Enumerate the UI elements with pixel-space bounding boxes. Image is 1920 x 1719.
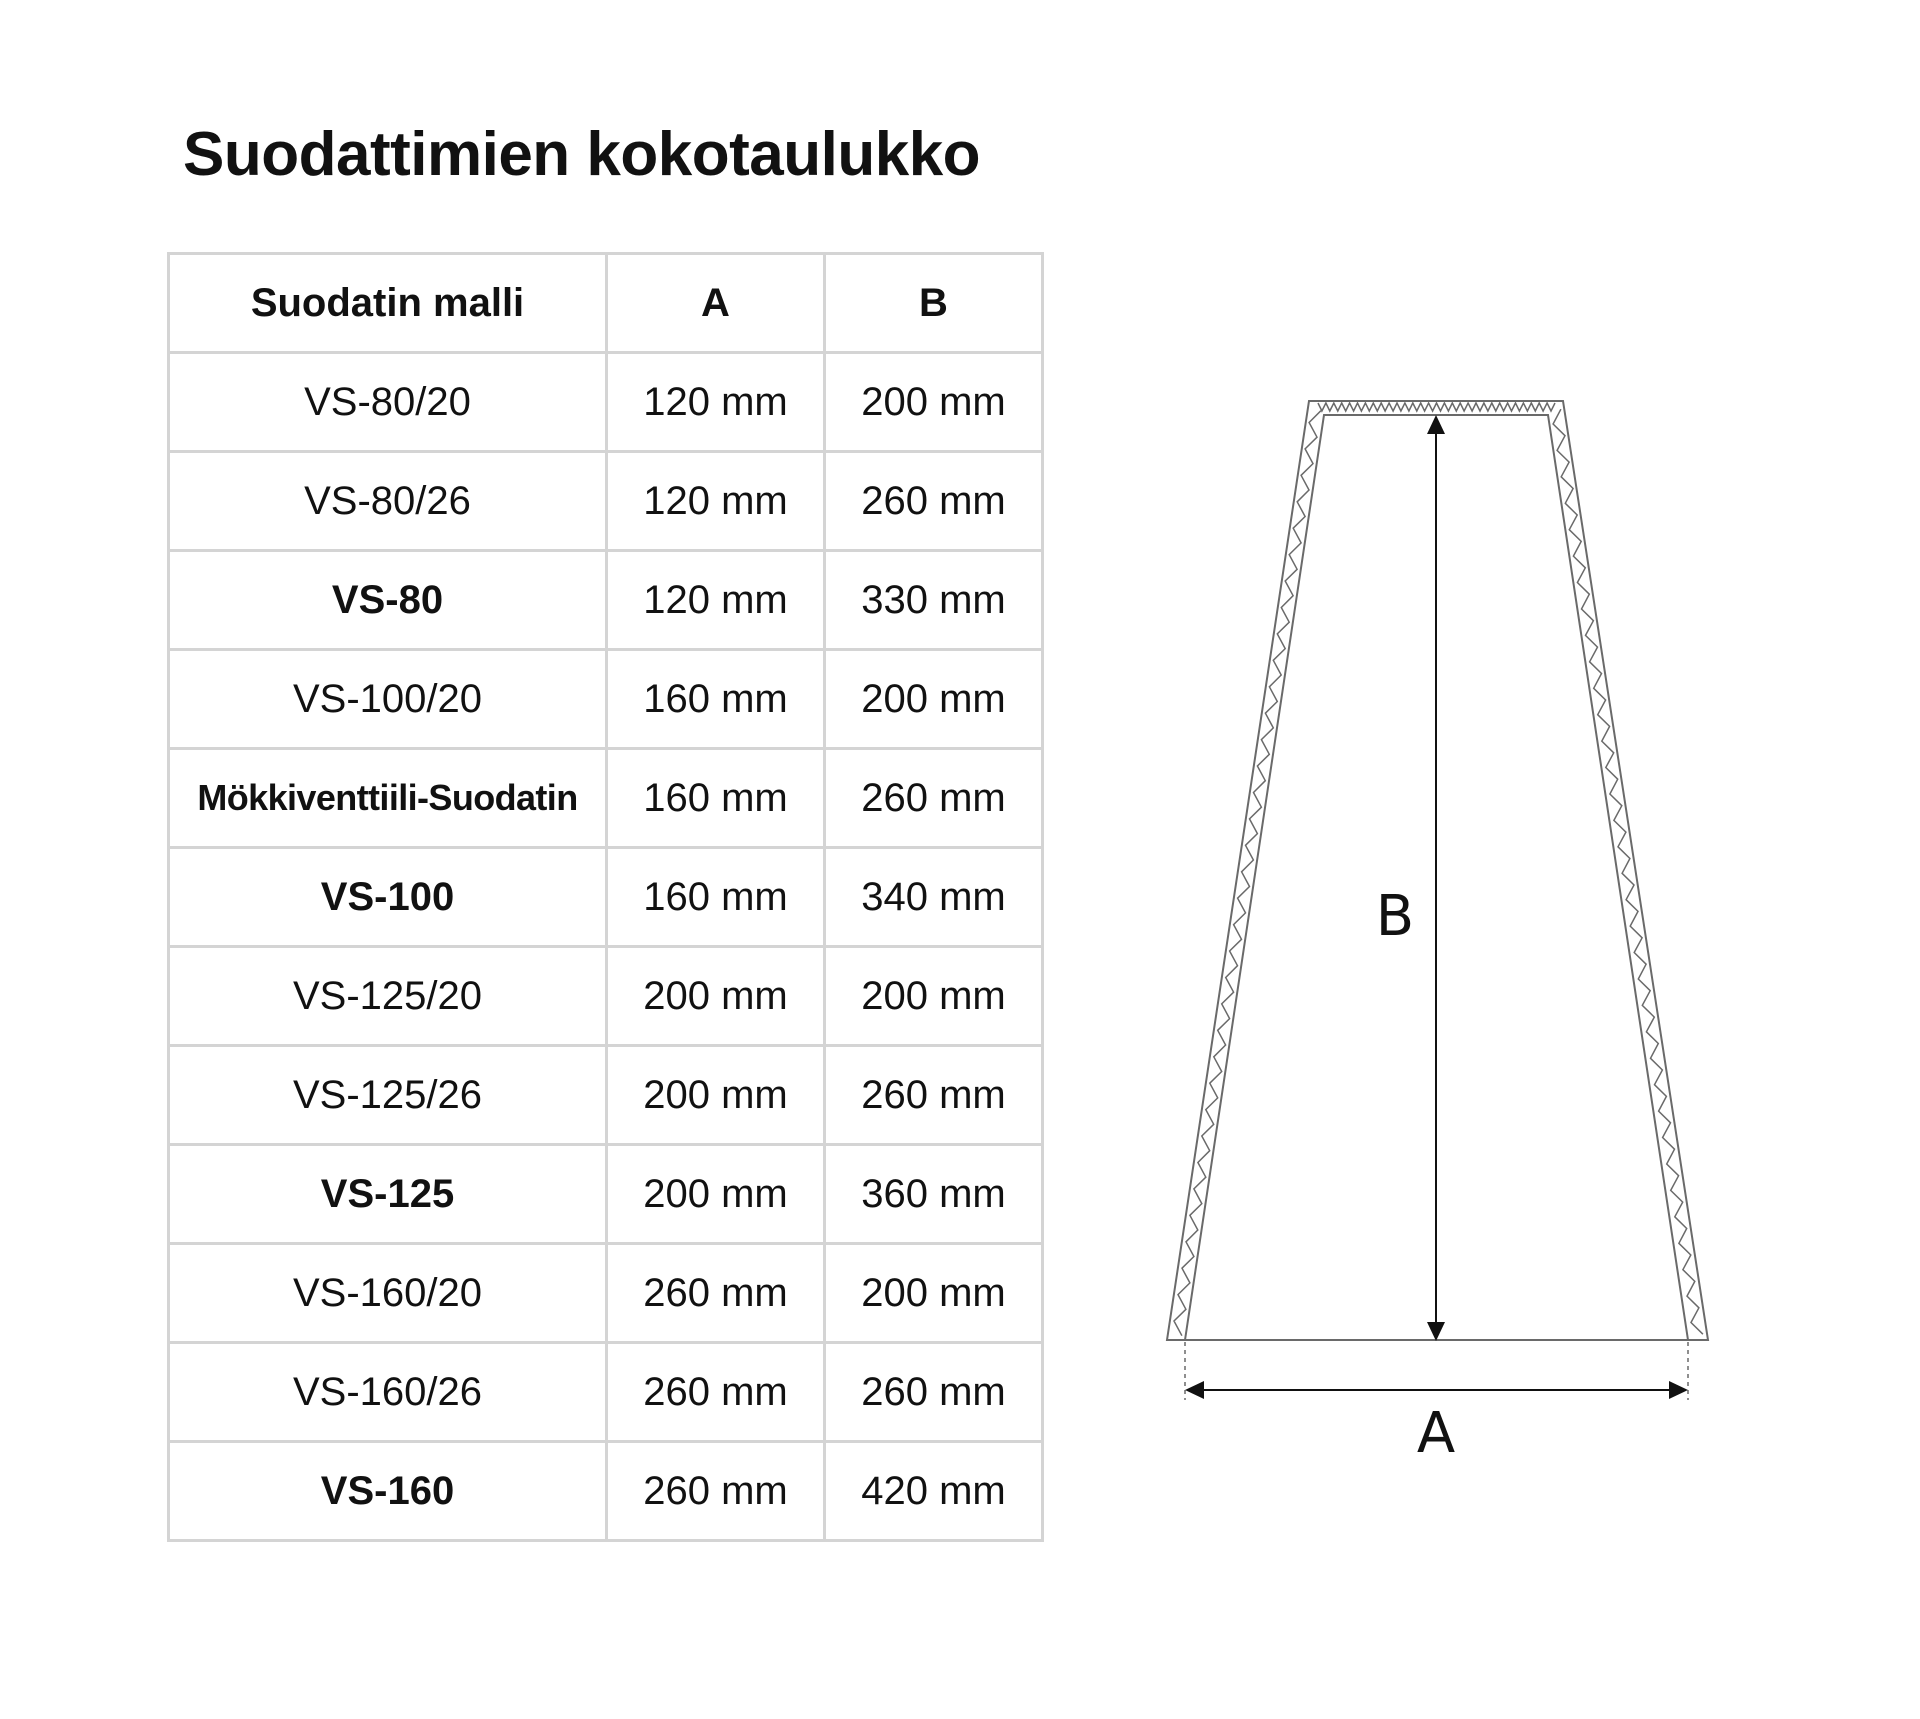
- b-cell: 340 mm: [825, 848, 1043, 947]
- model-cell: VS-80/26: [169, 452, 607, 551]
- table-row: [169, 1343, 1043, 1442]
- model-cell: VS-125: [169, 1145, 607, 1244]
- table-row: [169, 650, 1043, 749]
- b-cell: 260 mm: [825, 1046, 1043, 1145]
- table-row: [169, 848, 1043, 947]
- table-row: [169, 353, 1043, 452]
- a-cell: 200 mm: [607, 1145, 825, 1244]
- right-seam-zigzag: [1553, 409, 1703, 1334]
- table-row: [169, 749, 1043, 848]
- table-row: [169, 1046, 1043, 1145]
- header-b: B: [825, 254, 1043, 353]
- a-cell: 200 mm: [607, 947, 825, 1046]
- model-cell: VS-80/20: [169, 353, 607, 452]
- model-cell: VS-125/20: [169, 947, 607, 1046]
- model-cell: VS-160/20: [169, 1244, 607, 1343]
- b-cell: 330 mm: [825, 551, 1043, 650]
- filter-outline: [1167, 401, 1708, 1340]
- model-cell: VS-100: [169, 848, 607, 947]
- left-seam-zigzag: [1174, 411, 1321, 1336]
- a-cell: 160 mm: [607, 650, 825, 749]
- a-cell: 160 mm: [607, 749, 825, 848]
- model-cell: Mökkiventtiili-Suodatin: [169, 749, 607, 848]
- header-a: A: [607, 254, 825, 353]
- header-model: Suodatin malli: [169, 254, 607, 353]
- table-row: [169, 1145, 1043, 1244]
- a-dimension-label: A: [1416, 1401, 1456, 1466]
- a-cell: 120 mm: [607, 353, 825, 452]
- b-cell: 260 mm: [825, 749, 1043, 848]
- page-title: Suodattimien kokotaulukko: [183, 120, 981, 189]
- b-cell: 260 mm: [825, 452, 1043, 551]
- top-seam-zigzag: [1318, 403, 1555, 411]
- b-cell: 420 mm: [825, 1442, 1043, 1541]
- a-cell: 260 mm: [607, 1343, 825, 1442]
- a-cell: 160 mm: [607, 848, 825, 947]
- a-cell: 260 mm: [607, 1244, 825, 1343]
- b-cell: 200 mm: [825, 353, 1043, 452]
- model-cell: VS-160: [169, 1442, 607, 1541]
- b-dimension-label: B: [1375, 884, 1415, 949]
- model-cell: VS-160/26: [169, 1343, 607, 1442]
- a-arrow-left-icon: [1185, 1381, 1204, 1399]
- b-cell: 360 mm: [825, 1145, 1043, 1244]
- b-arrow-down-icon: [1427, 1322, 1445, 1341]
- table-header-row: [169, 254, 1043, 353]
- a-cell: 200 mm: [607, 1046, 825, 1145]
- table-row: [169, 452, 1043, 551]
- model-cell: VS-125/26: [169, 1046, 607, 1145]
- model-cell: VS-80: [169, 551, 607, 650]
- b-cell: 200 mm: [825, 650, 1043, 749]
- b-cell: 200 mm: [825, 1244, 1043, 1343]
- a-cell: 120 mm: [607, 452, 825, 551]
- size-table: [167, 252, 1044, 1542]
- b-cell: 260 mm: [825, 1343, 1043, 1442]
- table-row: [169, 1442, 1043, 1541]
- b-arrow-up-icon: [1427, 415, 1445, 434]
- a-arrow-right-icon: [1669, 1381, 1688, 1399]
- table-row: [169, 551, 1043, 650]
- filter-diagram: [1150, 390, 1730, 1470]
- a-cell: 260 mm: [607, 1442, 825, 1541]
- table-row: [169, 947, 1043, 1046]
- table-row: [169, 1244, 1043, 1343]
- b-cell: 200 mm: [825, 947, 1043, 1046]
- model-cell: VS-100/20: [169, 650, 607, 749]
- a-cell: 120 mm: [607, 551, 825, 650]
